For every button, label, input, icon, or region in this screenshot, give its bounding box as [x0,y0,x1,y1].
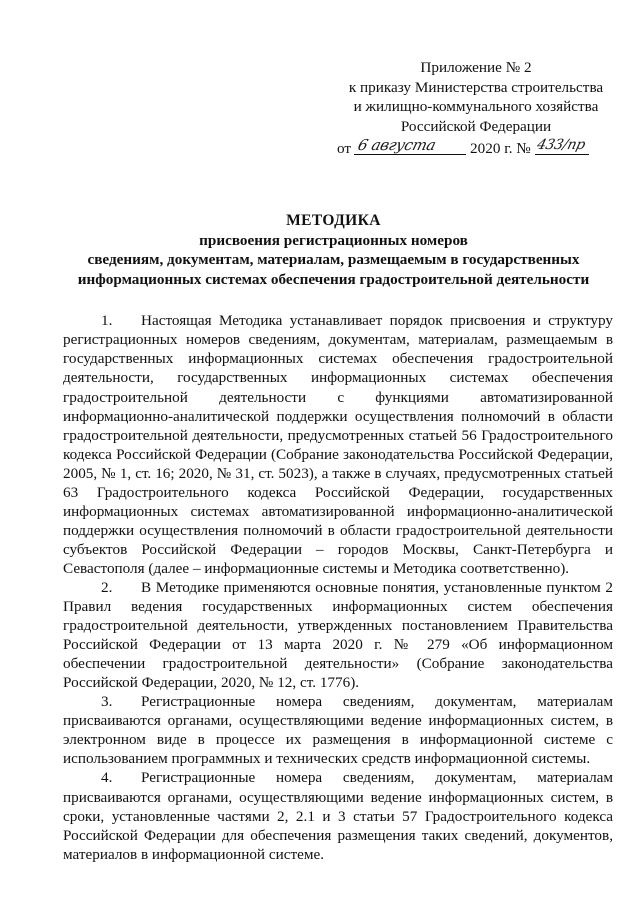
document-subtitle-line-3: информационных системах обеспечения градостроительной деятельности [77,270,590,288]
paragraph-text: Регистрационные номера сведениям, документам, материалам присваиваются органами, осуществляющими ведение информационных систем, в сроки, установленные частями 2, 2.1 и 3 статьи 57 Градостроительного кодекса Российской Федерации для обеспечения размещения таких сведений, документов, материалов в информационной системе. [63,769,613,863]
from-label: от [337,140,352,158]
paragraph-1 [63,311,613,578]
document-subtitle-line-2: сведениям, документам, материалам, размещаемым в государственных [87,251,580,269]
order-date-line [331,135,621,159]
document-title: МЕТОДИКА [286,211,381,229]
handwritten-number: 433/пр [535,136,587,153]
appendix-block [331,58,621,159]
year-text: 2020 г. № [470,140,531,158]
number-blank [535,138,589,155]
paragraph-number: 3. [101,693,113,711]
appendix-country: Российской Федерации [400,117,552,135]
paragraph-2 [63,578,613,692]
date-blank [354,135,466,155]
paragraph-text: В Методике применяются основные понятия, установленные пунктом 2 Правил ведения государственных информационных систем обеспечения градостроительной деятельности, утвержденных постановлением Правительства Российской Федерации от 13 марта 2020 г. № 279 «Об информационном обеспечении градостроительной деятельности» (Собрание законодательства Российской Федерации, 2020, № 12, ст. 1776). [63,579,613,692]
paragraph-number: 4. [101,769,113,787]
paragraph-number: 1. [101,312,113,330]
document-subtitle-line-1: присвоения регистрационных номеров [199,231,468,249]
document-title-block [63,211,614,289]
document-body [63,311,613,863]
paragraph-4 [63,768,613,863]
paragraph-number: 2. [101,579,113,596]
handwritten-date: 6 августа [355,135,438,154]
paragraph-text: Настоящая Методика устанавливает порядок присвоения и структуру регистрационных номеров сведениям, документам, материалам, размещаемым в государственных информационных системах обеспечения градостроительной деятельности, государственных информационных системах обеспечения градостроительной деятельности с функциями автоматизированной информационно-аналитической поддержки осуществления полномочий в области градостроительной деятельности, предусмотренных статьей 56 Градостроительного кодекса Российской Федерации (Собрание законодательства Российской Федерации, 2005, № 1, ст. 16; 2020, № 31, ст. 5023), а также в случаях, предусмотренных статьей 63 Градостроительного кодекса Российской Федерации, государственных информационных системах автоматизированной информационно-аналитической поддержки осуществления полномочий в области градостроительной деятельности субъектов Российской Федерации – городов Москвы, Санкт-Петербурга и Севастополя (далее – информационные системы и Методика соответственно). [63,312,613,577]
paragraph-3 [63,692,613,768]
appendix-order-ref: к приказу Министерства строительства [348,78,604,96]
appendix-title: Приложение № 2 [420,59,532,76]
appendix-ministry: и жилищно-коммунального хозяйства [353,98,599,116]
paragraph-text: Регистрационные номера сведениям, документам, материалам присваиваются органами, осуществляющими ведение информационных систем, в электронном виде в процессе их размещения в информационной системе с использованием программных и технических средств информационной системы. [63,693,613,768]
